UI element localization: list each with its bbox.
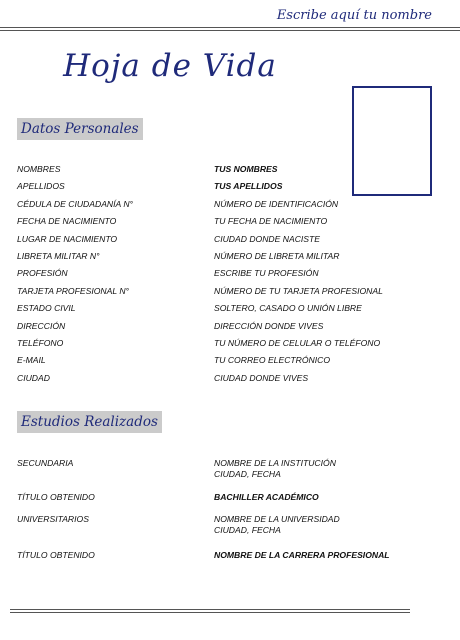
row-label: FECHA DE NACIMIENTO bbox=[17, 216, 117, 227]
row-label: DIRECCIÓN bbox=[17, 320, 66, 331]
section-title-studies: Estudios Realizados bbox=[17, 411, 162, 433]
section-title-personal: Datos Personales bbox=[17, 118, 143, 140]
footer-rule bbox=[10, 609, 410, 610]
row-value: DIRECCIÓN DONDE VIVES bbox=[214, 320, 324, 331]
row-value: NÚMERO DE LIBRETA MILITAR bbox=[214, 251, 340, 261]
row-value: CIUDAD DONDE NACISTE bbox=[214, 233, 320, 244]
row-value-secondary: CIUDAD, FECHA bbox=[214, 469, 281, 479]
row-value: TUS NOMBRES bbox=[214, 164, 278, 174]
row-label: UNIVERSITARIOS bbox=[17, 514, 89, 524]
row-label: CIUDAD bbox=[17, 372, 50, 383]
row-value: ESCRIBE TU PROFESIÓN bbox=[214, 268, 319, 279]
row-value: NOMBRE DE LA UNIVERSIDAD bbox=[214, 514, 340, 524]
row-label: TARJETA PROFESIONAL N° bbox=[17, 285, 129, 296]
row-label: NOMBRES bbox=[17, 164, 61, 174]
row-label: TÍTULO OBTENIDO bbox=[17, 492, 95, 502]
row-label: LUGAR DE NACIMIENTO bbox=[17, 233, 118, 244]
row-label: CÉDULA DE CIUDADANÍA N° bbox=[17, 198, 133, 209]
row-label: SECUNDARIA bbox=[17, 458, 74, 468]
row-value: TU NÚMERO DE CELULAR O TELÉFONO bbox=[214, 338, 381, 348]
row-value: BACHILLER ACADÉMICO bbox=[214, 492, 319, 502]
row-label: TELÉFONO bbox=[17, 338, 64, 348]
page-title: Hoja de Vida bbox=[63, 48, 277, 84]
row-label: TÍTULO OBTENIDO bbox=[17, 550, 95, 560]
row-value: NÚMERO DE TU TARJETA PROFESIONAL bbox=[214, 285, 383, 296]
row-value: TU CORREO ELECTRÓNICO bbox=[214, 355, 331, 366]
header-rule bbox=[0, 27, 460, 28]
header-name: Escribe aquí tu nombre bbox=[276, 8, 432, 23]
row-label: ESTADO CIVIL bbox=[17, 303, 76, 314]
row-value: NOMBRE DE LA INSTITUCIÓN bbox=[214, 458, 336, 468]
row-value: NOMBRE DE LA CARRERA PROFESIONAL bbox=[214, 550, 390, 560]
row-label: PROFESIÓN bbox=[17, 268, 68, 279]
footer-rule-2 bbox=[10, 612, 410, 613]
row-label: APELLIDOS bbox=[17, 181, 65, 192]
row-value-secondary: CIUDAD, FECHA bbox=[214, 525, 281, 535]
row-value: NÚMERO DE IDENTIFICACIÓN bbox=[214, 198, 339, 209]
row-value: SOLTERO, CASADO O UNIÓN LIBRE bbox=[214, 303, 362, 314]
row-label: LIBRETA MILITAR N° bbox=[17, 251, 100, 261]
header-rule-2 bbox=[0, 30, 460, 31]
row-label: E-MAIL bbox=[17, 355, 46, 366]
row-value: TU FECHA DE NACIMIENTO bbox=[214, 216, 328, 227]
row-value: CIUDAD DONDE VIVES bbox=[214, 372, 309, 383]
row-value: TUS APELLIDOS bbox=[214, 181, 283, 192]
photo-frame bbox=[352, 86, 432, 196]
